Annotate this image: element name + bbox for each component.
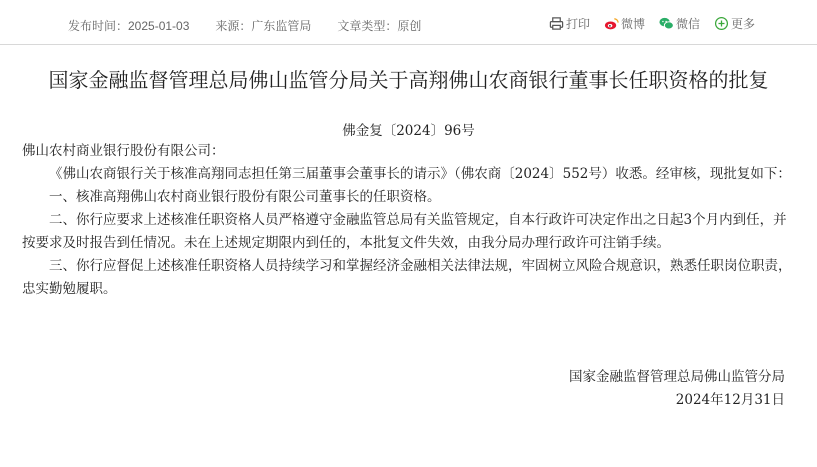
- body-paragraph: 二、你行应要求上述核准任职资格人员严格遵守金融监管总局有关监管规定，自本行政许可决定作出之日起3个月内到任，并按要求及时报告到任情况。未在上述规定期限内到任的，本批复文件失效，由我分局办理行政许可注销手续。: [22, 212, 787, 251]
- weibo-label: 微博: [620, 17, 645, 31]
- body-paragraph: 《佛山农商银行关于核准高翔同志担任第三届董事会董事长的请示》（佛农商〔2024〕552号）收悉。经审核，现批复如下：: [49, 166, 791, 182]
- article-source: 来源：广东监管局: [215, 19, 312, 33]
- issuing-authority: 国家金融监督管理总局佛山监管分局: [569, 369, 785, 385]
- signature-block: [569, 366, 785, 412]
- share-weibo-button[interactable]: [604, 15, 645, 32]
- print-label: 打印: [565, 17, 590, 31]
- article-body: [22, 140, 797, 301]
- header-divider: [0, 44, 817, 45]
- share-wechat-button[interactable]: [659, 15, 700, 32]
- recipient-line: 佛山农村商业银行股份有限公司：: [22, 143, 225, 159]
- body-paragraph: 一、核准高翔佛山农村商业银行股份有限公司董事长的任职资格。: [49, 189, 441, 205]
- printer-icon: [549, 16, 564, 31]
- publish-time: 发布时间：2025-01-03: [68, 19, 190, 33]
- more-plus-icon: [714, 16, 729, 31]
- wechat-icon: [659, 16, 674, 31]
- article-type: 文章类型：原创: [337, 19, 422, 33]
- print-button[interactable]: [549, 15, 590, 32]
- more-label: 更多: [730, 17, 755, 31]
- article-title: 国家金融监督管理总局佛山监管分局关于高翔佛山农商银行董事长任职资格的批复: [48, 70, 769, 92]
- share-toolbar: [549, 15, 755, 32]
- document-number: 佛金复〔2024〕96号: [342, 123, 475, 139]
- wechat-label: 微信: [675, 17, 700, 31]
- weibo-icon: [604, 16, 619, 31]
- article-meta-bar: [0, 0, 817, 50]
- body-paragraph: 三、你行应督促上述核准任职资格人员持续学习和掌握经济金融相关法律法规，牢固树立风险合规意识，熟悉任职岗位职责，忠实勤勉履职。: [22, 258, 792, 297]
- article-meta: [68, 17, 421, 34]
- share-more-button[interactable]: [714, 15, 755, 32]
- issue-date: 2024年12月31日: [675, 392, 785, 408]
